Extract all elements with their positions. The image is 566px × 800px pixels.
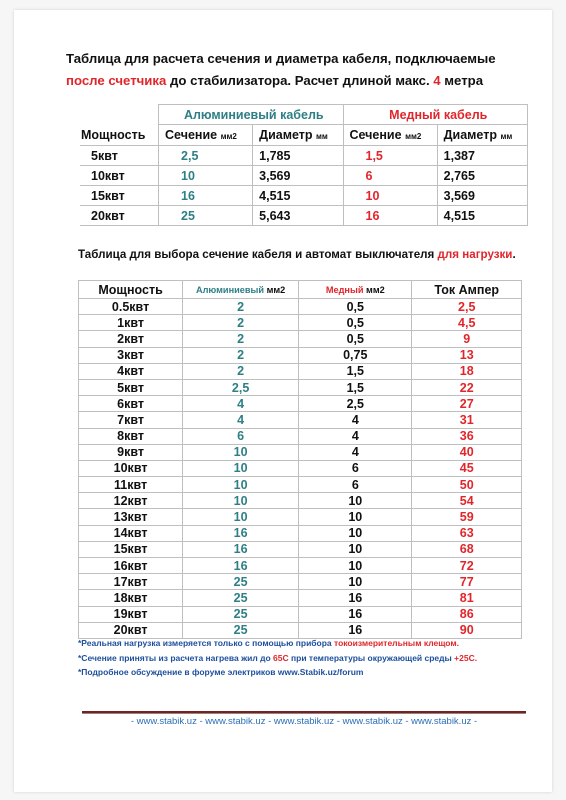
table1-power-cell: 20квт	[81, 206, 159, 226]
table2-cu-cell: 6	[299, 477, 412, 493]
table2-power-cell: 20квт	[79, 622, 183, 638]
table1-cu-section-cell: 16	[343, 206, 437, 226]
table2-power-cell: 16квт	[79, 558, 183, 574]
table2-alu-cell: 10	[183, 477, 299, 493]
table2-current-cell: 68	[412, 541, 522, 557]
table2-alu-cell: 25	[183, 574, 299, 590]
table2-cu-cell: 16	[299, 590, 412, 606]
table2-row	[79, 396, 522, 412]
table2-row	[79, 315, 522, 331]
table2-title: Таблица для выбора сечение кабеля и автомат выключателя для нагрузки.	[78, 248, 516, 261]
footnotes	[78, 636, 538, 680]
table1-cu-section-header: Сечение мм2	[343, 125, 437, 146]
table2-current-cell: 45	[412, 460, 522, 476]
table2-alu-cell: 25	[183, 606, 299, 622]
table2-row	[79, 428, 522, 444]
note-heating: *Сечение приняты из расчета нагрева жил до 65С при температуры окружающей среды +25С.	[78, 652, 478, 663]
table1-corner	[81, 105, 159, 125]
table1-row	[81, 166, 528, 186]
table2-alu-cell: 2	[183, 315, 299, 331]
table1-alu-diameter-cell: 5,643	[253, 206, 343, 226]
table1-cu-section-cell: 1,5	[343, 146, 437, 166]
table2-current-cell: 77	[412, 574, 522, 590]
table2-current-cell: 22	[412, 379, 522, 395]
table2-row	[79, 477, 522, 493]
table2-current-cell: 59	[412, 509, 522, 525]
table2-cu-cell: 10	[299, 525, 412, 541]
footer-links[interactable]: - www.stabik.uz - www.stabik.uz - www.stabik.uz - www.stabik.uz - www.stabik.uz -	[130, 716, 478, 727]
table2-cu-cell: 0,5	[299, 331, 412, 347]
table2-current-cell: 50	[412, 477, 522, 493]
table2-power-cell: 9квт	[79, 444, 183, 460]
table2-alu-cell: 16	[183, 541, 299, 557]
table2-row	[79, 509, 522, 525]
table2-row	[79, 558, 522, 574]
table1-alu-section-cell: 16	[159, 186, 253, 206]
table1-alu-diameter-cell: 4,515	[253, 186, 343, 206]
table2-cu-cell: 6	[299, 460, 412, 476]
table2-current-cell: 40	[412, 444, 522, 460]
table2-cu-cell: 4	[299, 412, 412, 428]
table2-power-cell: 11квт	[79, 477, 183, 493]
table2-power-cell: 8квт	[79, 428, 183, 444]
table2-alu-cell: 16	[183, 558, 299, 574]
table2-power-cell: 2квт	[79, 331, 183, 347]
table2-alu-cell: 2	[183, 331, 299, 347]
table1-cu-section-cell: 6	[343, 166, 437, 186]
table1-cu-diameter-cell: 4,515	[437, 206, 527, 226]
table2-alu-cell: 2	[183, 347, 299, 363]
table1-alu-section-header: Сечение мм2	[159, 125, 253, 146]
table2-alu-cell: 6	[183, 428, 299, 444]
table2-current-cell: 4,5	[412, 315, 522, 331]
table2-row	[79, 347, 522, 363]
table2-cu-cell: 10	[299, 493, 412, 509]
table2-alu-cell: 10	[183, 460, 299, 476]
table2-current-cell: 36	[412, 428, 522, 444]
table2-row	[79, 606, 522, 622]
table2-row	[79, 525, 522, 541]
table1-power-cell: 15квт	[81, 186, 159, 206]
table2-row	[79, 299, 522, 315]
table2-row	[79, 590, 522, 606]
table2-power-cell: 0.5квт	[79, 299, 183, 315]
title1-mid: до стабилизатора. Расчет длиной макс.	[166, 73, 434, 88]
table2-alu-cell: 25	[183, 590, 299, 606]
table2-power-cell: 18квт	[79, 590, 183, 606]
table1-row	[81, 206, 528, 226]
table1-row	[81, 146, 528, 166]
table2-power-cell: 5квт	[79, 379, 183, 395]
table1-cu-header: Медный кабель	[343, 105, 528, 125]
table2-cu-cell: 10	[299, 558, 412, 574]
table2-row	[79, 363, 522, 379]
table1-alu-diameter-cell: 1,785	[253, 146, 343, 166]
table2-alu-header: Алюминиевый мм2	[183, 281, 299, 299]
table2-alu-cell: 2	[183, 299, 299, 315]
title1-highlight-length: 4	[433, 73, 441, 88]
table1-alu-section-cell: 10	[159, 166, 253, 186]
table2-cu-cell: 16	[299, 606, 412, 622]
table2-row	[79, 379, 522, 395]
table2-current-cell: 27	[412, 396, 522, 412]
table1-alu-diameter-header: Диаметр мм	[253, 125, 343, 146]
table2-power-cell: 17квт	[79, 574, 183, 590]
table1-power-cell: 10квт	[81, 166, 159, 186]
table2-row	[79, 493, 522, 509]
table2-alu-cell: 10	[183, 493, 299, 509]
table2-row	[79, 541, 522, 557]
table1-cu-diameter-cell: 3,569	[437, 186, 527, 206]
table2-current-cell: 13	[412, 347, 522, 363]
table2-cu-cell: 1,5	[299, 379, 412, 395]
table1-row	[81, 186, 528, 206]
table2-current-cell: 9	[412, 331, 522, 347]
table2-power-cell: 14квт	[79, 525, 183, 541]
table1-cu-diameter-header: Диаметр мм	[437, 125, 527, 146]
table1-power-header: Мощность	[81, 125, 159, 146]
table2-power-cell: 13квт	[79, 509, 183, 525]
table1-cu-section-cell: 10	[343, 186, 437, 206]
table2-cu-cell: 0,75	[299, 347, 412, 363]
table2-current-cell: 54	[412, 493, 522, 509]
table2-current-cell: 86	[412, 606, 522, 622]
table1-alu-section-cell: 25	[159, 206, 253, 226]
note-real-load: *Реальная нагрузка измеряется только с помощью прибора токоизмерительным клещом.	[78, 638, 459, 648]
table2-cu-cell: 4	[299, 428, 412, 444]
table1-cu-diameter-cell: 1,387	[437, 146, 527, 166]
table2-power-cell: 19квт	[79, 606, 183, 622]
table2-alu-cell: 16	[183, 525, 299, 541]
table2-current-header: Ток Ампер	[412, 281, 522, 299]
table2-row	[79, 460, 522, 476]
table2-power-cell: 10квт	[79, 460, 183, 476]
table1-alu-section-cell: 2,5	[159, 146, 253, 166]
table2-power-cell: 6квт	[79, 396, 183, 412]
table2-row	[79, 574, 522, 590]
table2-cu-cell: 0,5	[299, 315, 412, 331]
footer-divider-shadow	[82, 713, 526, 714]
note-forum: *Подробное обсуждение в форуме электриков www.Stabik.uz/forum	[78, 667, 364, 677]
table2-cu-cell: 10	[299, 541, 412, 557]
table2-current-cell: 18	[412, 363, 522, 379]
table2-cu-cell: 4	[299, 444, 412, 460]
table2-current-cell: 81	[412, 590, 522, 606]
table2-current-cell: 63	[412, 525, 522, 541]
title1-line1: Таблица для расчета сечения и диаметра кабеля, подключаемые	[66, 51, 496, 66]
table2-cu-cell: 10	[299, 574, 412, 590]
table1-alu-header: Алюминиевый кабель	[159, 105, 343, 125]
table1-title	[66, 48, 526, 92]
table2-power-cell: 7квт	[79, 412, 183, 428]
table2-power-cell: 4квт	[79, 363, 183, 379]
cable-section-diameter-table	[80, 104, 528, 226]
table2-power-cell: 1квт	[79, 315, 183, 331]
table2-cu-cell: 1,5	[299, 363, 412, 379]
table2-cu-cell: 0,5	[299, 299, 412, 315]
table2-cu-cell: 16	[299, 622, 412, 638]
title1-highlight-after-meter: после счетчика	[66, 73, 167, 88]
table1-cu-diameter-cell: 2,765	[437, 166, 527, 186]
table2-current-cell: 31	[412, 412, 522, 428]
table2-current-cell: 72	[412, 558, 522, 574]
cable-breaker-table	[78, 280, 522, 639]
table2-row	[79, 412, 522, 428]
table2-alu-cell: 2	[183, 363, 299, 379]
title1-end: метра	[440, 73, 484, 88]
table2-row	[79, 331, 522, 347]
table2-row	[79, 444, 522, 460]
table2-current-cell: 2,5	[412, 299, 522, 315]
table2-cu-header: Медный мм2	[299, 281, 412, 299]
table2-alu-cell: 10	[183, 509, 299, 525]
table2-alu-cell: 10	[183, 444, 299, 460]
table2-alu-cell: 4	[183, 412, 299, 428]
table2-current-cell: 90	[412, 622, 522, 638]
table2-alu-cell: 25	[183, 622, 299, 638]
title2-highlight: для нагрузки	[437, 248, 513, 261]
title2-text: Таблица для выбора сечение кабеля и автомат выключателя	[78, 248, 438, 261]
table2-cu-cell: 10	[299, 509, 412, 525]
table2-power-cell: 3квт	[79, 347, 183, 363]
table2-alu-cell: 2,5	[183, 379, 299, 395]
table1-alu-diameter-cell: 3,569	[253, 166, 343, 186]
table2-power-cell: 15квт	[79, 541, 183, 557]
table2-power-header: Мощность	[79, 281, 183, 299]
table2-cu-cell: 2,5	[299, 396, 412, 412]
table1-power-cell: 5квт	[81, 146, 159, 166]
table2-power-cell: 12квт	[79, 493, 183, 509]
table2-alu-cell: 4	[183, 396, 299, 412]
